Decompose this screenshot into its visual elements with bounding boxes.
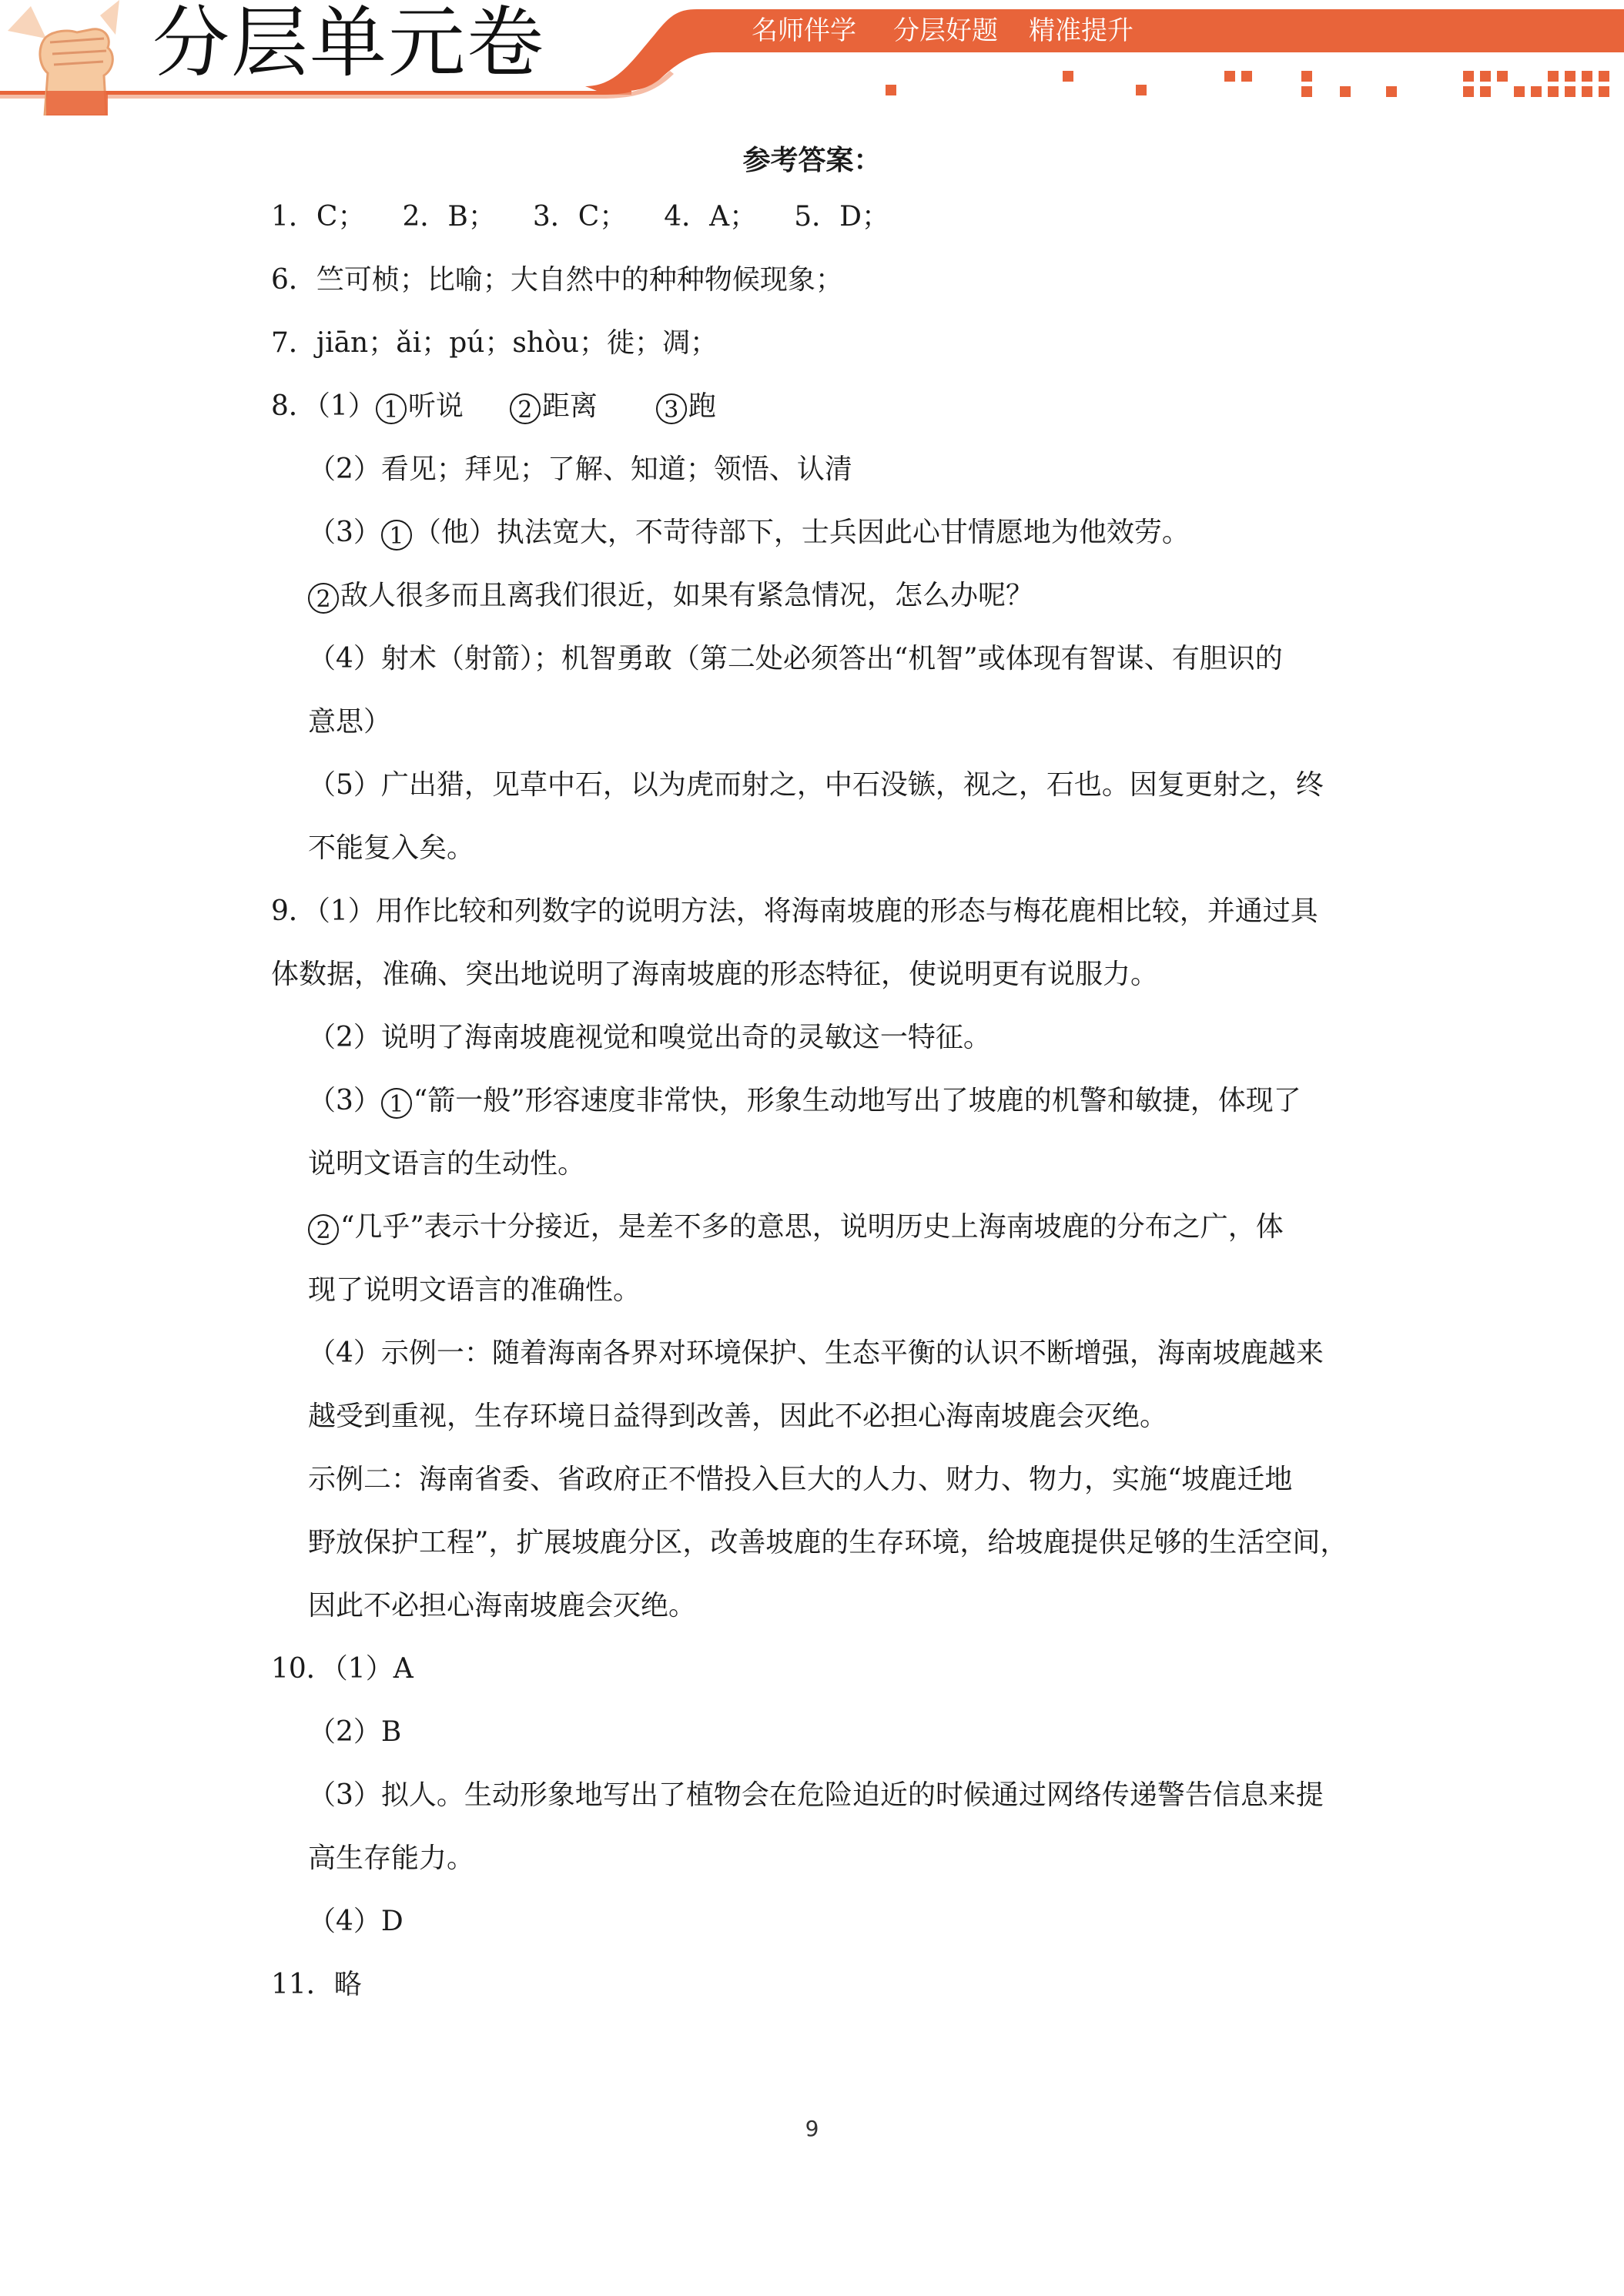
brand-title: 分层单元卷 <box>152 0 545 88</box>
q9-3b-text: “几乎”表示十分接近，是差不多的意思，说明历史上海南坡鹿的分布之广，体 <box>340 1211 1284 1243</box>
answer-q1: 1．C； <box>271 201 366 233</box>
answer-q10-3: （3）拟人。生动形象地写出了植物会在危险迫近的时候通过网络传递警告信息来提 <box>308 1779 1324 1811</box>
q9-3-prefix: （3） <box>308 1085 381 1116</box>
answer-q4: 4．A； <box>664 201 758 233</box>
page-number: 9 <box>805 2116 819 2141</box>
circled-number: 2 <box>510 393 541 424</box>
answer-q9-3b <box>308 1204 1284 1250</box>
answer-q10-2: （2）B <box>308 1716 402 1748</box>
answer-q8-4: （4）射术（射箭）；机智勇敢（第二处必须答出“机智”或体现有智谋、有胆识的 <box>308 643 1283 674</box>
answer-q8-5: （5）广出猎，见草中石，以为虎而射之，中石没镞，视之，石也。因复更射之，终 <box>308 769 1324 801</box>
answer-q9-3 <box>308 1078 1301 1124</box>
q8-3-prefix: （3） <box>308 517 381 548</box>
answer-q9-2: （2）说明了海南坡鹿视觉和嗅觉出奇的灵敏这一特征。 <box>308 1022 991 1053</box>
q8-answer-2: 距离 <box>541 390 598 422</box>
answer-q8-5-cont: 不能复入矣。 <box>308 832 475 864</box>
q8-answer-1: 听说 <box>407 390 464 422</box>
q9-3-text: “箭一般”形容速度非常快，形象生动地写出了坡鹿的机警和敏捷，体现了 <box>413 1085 1301 1116</box>
answer-q3: 3．C； <box>532 201 628 233</box>
circled-number: 1 <box>381 1088 412 1119</box>
answer-q10-3-cont: 高生存能力。 <box>308 1842 475 1874</box>
answer-q8-4-cont: 意思） <box>308 706 392 738</box>
answer-q9-4-cont: 越受到重视，生存环境日益得到改善，因此不必担心海南坡鹿会灭绝。 <box>308 1401 1168 1432</box>
page-header <box>0 0 1624 115</box>
answer-q9-4-example2-end: 因此不必担心海南坡鹿会灭绝。 <box>308 1590 697 1622</box>
answer-q10-4: （4）D <box>308 1906 403 1937</box>
answer-q8-3b <box>308 573 1033 619</box>
answer-q8-2: （2）看见；拜见；了解、知道；领悟、认清 <box>308 454 852 485</box>
answer-q9-1-cont: 体数据，准确、突出地说明了海南坡鹿的形态特征，使说明更有说服力。 <box>271 959 1159 990</box>
q8-answer-3: 跑 <box>688 390 716 422</box>
circled-number: 1 <box>381 520 412 551</box>
answer-q11: 11．略 <box>271 1969 362 2000</box>
answer-q6: 6．竺可桢；比喻；大自然中的种种物候现象； <box>271 264 843 296</box>
answer-q7: 7．jiān；ǎi；pú；shòu；徙；凋； <box>271 327 718 359</box>
circled-number: 2 <box>308 1214 339 1245</box>
answer-q9-4: （4）示例一：随着海南各界对环境保护、生态平衡的认识不断增强，海南坡鹿越来 <box>308 1337 1324 1369</box>
q8-3b-text: 敌人很多而且离我们很近，如果有紧急情况，怎么办呢？ <box>340 580 1034 611</box>
answer-q8-3 <box>308 510 1190 556</box>
slogan-2: 分层好题 <box>893 15 998 46</box>
decorative-dots <box>886 71 1609 97</box>
answer-q9-4-example2-cont: 野放保护工程”，扩展坡鹿分区，改善坡鹿的生存环境，给坡鹿提供足够的生活空间， <box>308 1527 1348 1558</box>
answer-q5: 5．D； <box>794 201 889 233</box>
answer-q8-1 <box>271 383 716 430</box>
answer-q9-4-example2: 示例二：海南省委、省政府正不惜投入巨大的人力、财力、物力，实施“坡鹿迁地 <box>308 1464 1293 1495</box>
circled-number: 2 <box>308 583 339 614</box>
answer-q2: 2．B； <box>402 201 496 233</box>
slogan-3: 精准提升 <box>1029 15 1133 46</box>
answers-heading: 参考答案： <box>742 144 882 176</box>
answer-q9-1: 9．（1）用作比较和列数字的说明方法，将海南坡鹿的形态与梅花鹿相比较，并通过具 <box>271 895 1318 927</box>
answer-q10-1: 10．（1）A <box>271 1653 414 1685</box>
circled-number: 3 <box>656 393 687 424</box>
circled-number: 1 <box>376 393 407 424</box>
q8-prefix: 8．（1） <box>271 390 376 422</box>
answer-q9-3b-cont: 现了说明文语言的准确性。 <box>308 1274 641 1306</box>
q8-3-text: （他）执法宽大，不苛待部下，士兵因此心甘情愿地为他效劳。 <box>413 517 1190 548</box>
slogan-1: 名师伴学 <box>752 15 856 46</box>
answer-q9-3-cont: 说明文语言的生动性。 <box>308 1148 586 1180</box>
answers-q1-5 <box>271 194 889 240</box>
